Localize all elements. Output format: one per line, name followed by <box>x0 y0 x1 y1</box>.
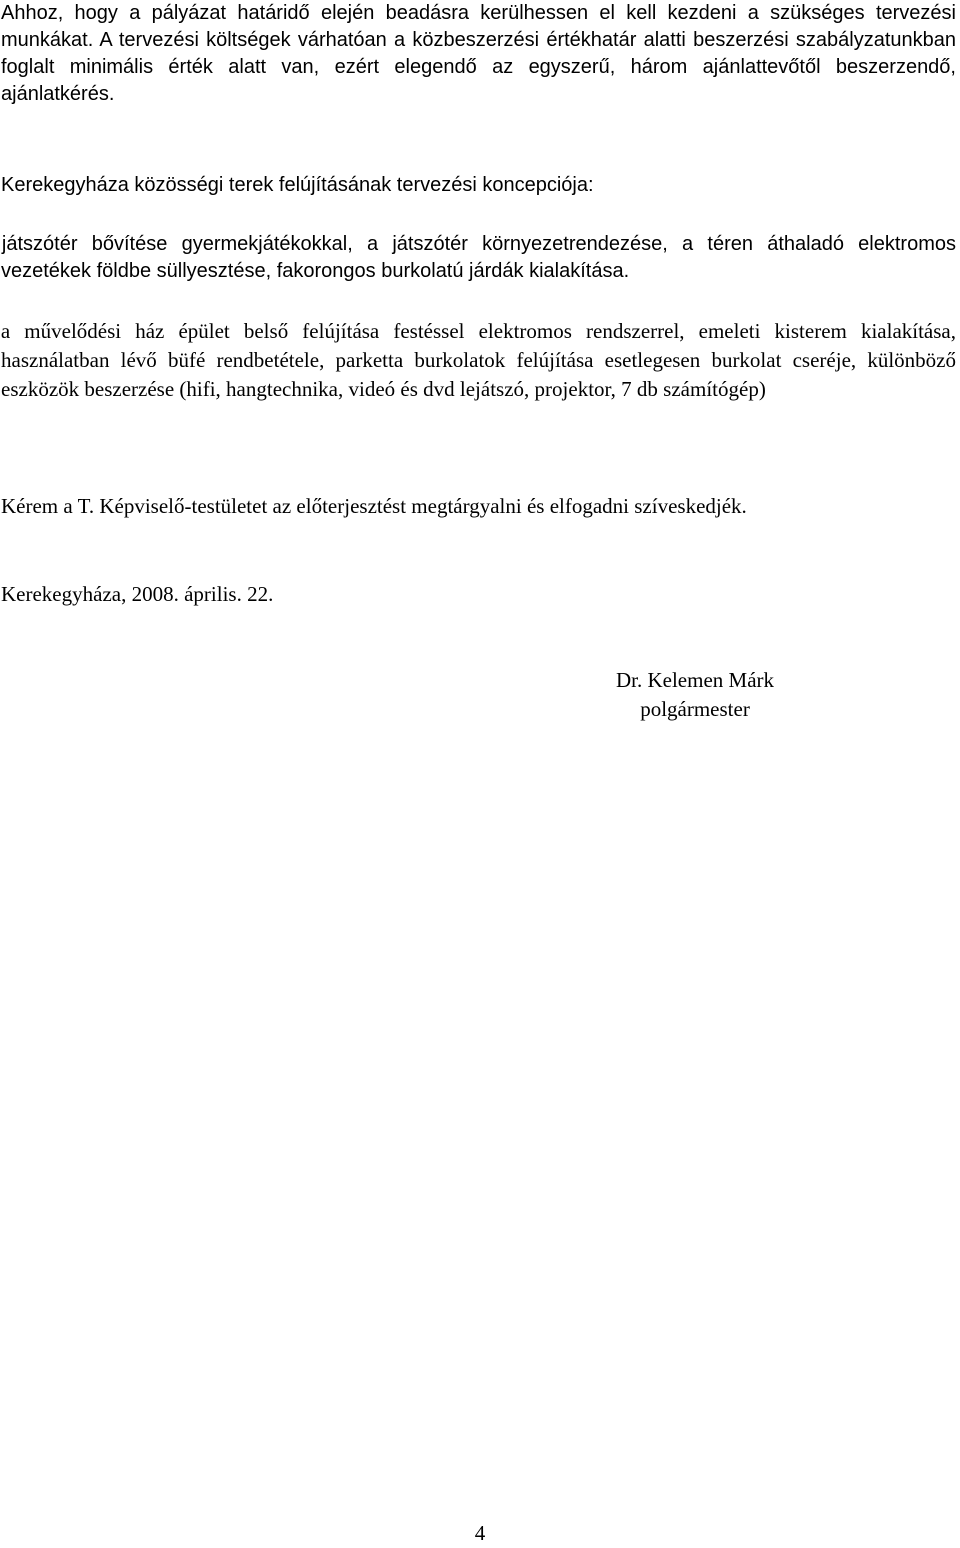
concept-title: Kerekegyháza közösségi terek felújításának tervezési koncepciója: <box>1 174 594 196</box>
list-item <box>1 231 956 285</box>
signature-title: polgármester <box>640 697 750 721</box>
list-item-text: játszótér bővítése gyermekjátékokkal, a játszótér környezetrendezése, a téren áthaladó elektromos vezetékek földbe süllyesztése, fakorongos burkolatú járdák kialakítása. <box>1 233 956 282</box>
list-item <box>1 317 956 404</box>
list-item-body <box>1 317 956 404</box>
page-number: 4 <box>474 1521 486 1545</box>
request-paragraph: Kérem a T. Képviselő-testületet az előterjesztést megtárgyalni és elfogadni szíveskedjék. <box>1 494 747 518</box>
list-item-body <box>1 231 956 285</box>
signature-block <box>590 666 800 724</box>
list-item-text: a művelődési ház épület belső felújítása festéssel elektromos rendszerrel, emeleti kisterem kialakítása, használatban lévő büfé rendbetétele, parketta burkolatok felújítása esetlegesen burkolat cseréje, különböző eszközök beszerzése (hifi, hangtechnika, videó és dvd lejátszó, projektor, 7 db számítógép) <box>0 319 957 401</box>
place-date: Kerekegyháza, 2008. április. 22. <box>1 582 274 606</box>
intro-paragraph: Ahhoz, hogy a pályázat határidő elején beadásra kerülhessen el kell kezdeni a szükséges tervezési munkákat. A tervezési költségek várhatóan a közbeszerzési értékhatár alatti beszerzési szabályzatunkban foglalt minimális érték alatt van, ezért elegendő az egyszerű, három ajánlattevőtől beszerzendő, ajánlatkérés. <box>1 2 956 105</box>
signature-name: Dr. Kelemen Márk <box>615 668 775 692</box>
